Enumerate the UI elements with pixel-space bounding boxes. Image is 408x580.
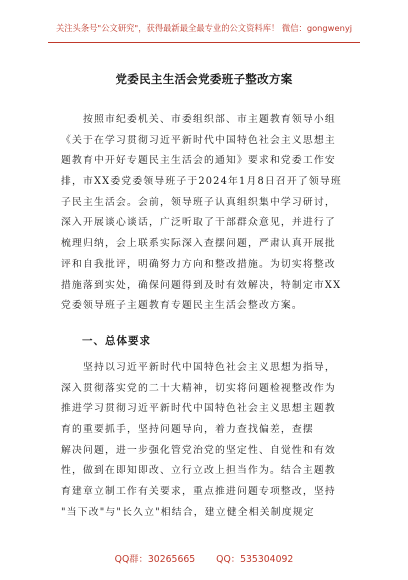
paragraph-line: 性，做到在即知即改、立行立改上担当作为。结合主题教	[61, 465, 336, 477]
paragraph-line: 子民主生活会。会前，领导班子认真组织集中学习研讨，	[61, 196, 336, 208]
paragraph-line: 解决问题，进一步强化管党治党的坚定性、自觉性和有效	[61, 444, 336, 456]
paragraph-line: "当下改"与"长久立"相结合，建立健全相关制度规定	[61, 506, 315, 518]
paragraph-line: 评和自我批评，明确努力方向和整改措施。为切实将整改	[61, 258, 336, 270]
document-title: 党委民主生活会党委班子整改方案	[115, 72, 293, 86]
qq-group-number: QQ群：30265665	[114, 554, 196, 565]
paragraph-line: 梳理归纳，会上联系实际深入查摆问题，严肃认真开展批	[61, 238, 336, 250]
paragraph-line: 党委领导班子主题教育专题民主生活会整改方案。	[61, 300, 303, 312]
section-heading: 一、总体要求	[82, 335, 151, 347]
header-divider	[48, 42, 360, 43]
footer-contacts	[0, 551, 408, 565]
paragraph-line: 深入贯彻落实党的二十大精神，切实将问题检视整改作为	[61, 382, 336, 394]
paragraph-intro	[61, 110, 348, 317]
header-banner: 关注头条号"公文研究"，获得最新最全最专业的公文资料库！ 微信：gongwenyj	[55, 23, 353, 33]
paragraph-line: 题教育中开好专题民主生活会的通知》要求和党委工作安	[61, 155, 336, 167]
paragraph-line: 推进学习贯彻习近平新时代中国特色社会主义思想主题教	[61, 403, 336, 415]
paragraph-line: 深入开展谈心谈话，广泛听取了干部群众意见，并进行了	[61, 217, 336, 229]
paragraph-line: 育的重要抓手，坚持问题导向，着力查找偏差，查摆	[61, 424, 314, 436]
paragraph-line: 坚持以习近平新时代中国特色社会主义思想为指导，	[61, 362, 336, 373]
paragraph-line: 排，市XX委党委领导班子于2024年1月8日召开了领导班	[61, 176, 342, 188]
qq-number: QQ：535304092	[216, 554, 294, 565]
paragraph-line: 育建章立制工作有关要求，重点推进问题专项整改，坚持	[61, 486, 336, 498]
paragraph-line: 措施落到实处，确保问题得到及时有效解决，特制定市XX	[61, 279, 342, 291]
paragraph-line: 《关于在学习贯彻习近平新时代中国特色社会主义思想主	[61, 134, 336, 146]
paragraph-requirements	[61, 358, 348, 524]
paragraph-line: 按照市纪委机关、市委组织部、市主题教育领导小组	[61, 114, 336, 125]
